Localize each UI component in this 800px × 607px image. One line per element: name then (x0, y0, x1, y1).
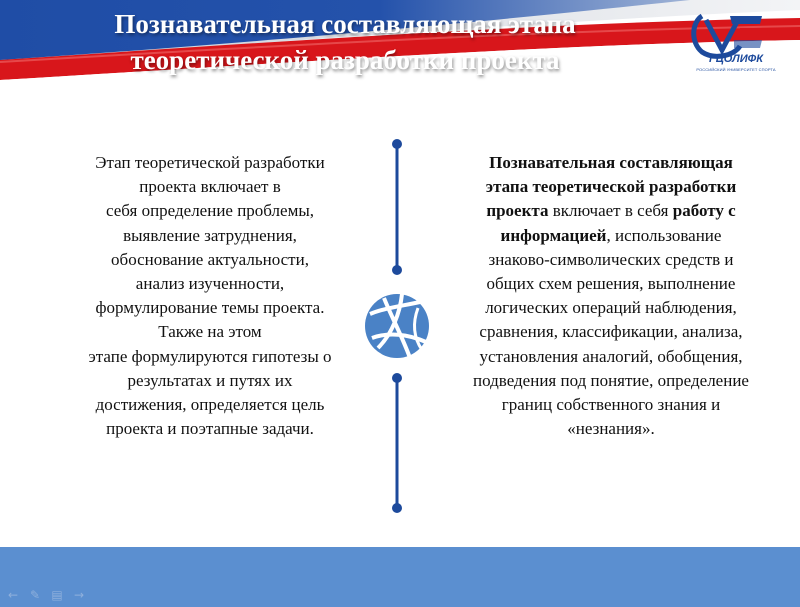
page-title-line2: теоретической разработки проекта (130, 45, 560, 75)
text-line: выявление затруднения, (123, 225, 297, 245)
logo-subtext: РОССИЙСКИЙ УНИВЕРСИТЕТ СПОРТА (696, 67, 776, 72)
back-arrow-icon[interactable]: ← (7, 588, 19, 602)
text-line: знаково-символических средств и (488, 249, 734, 269)
text-line: подведения под понятие, определение (473, 370, 749, 390)
text-line: установления аналогий, обобщения, (479, 346, 743, 366)
page-title-line1: Познавательная составляющая этапа (114, 9, 576, 39)
slide-footer (0, 547, 800, 587)
right-text-block (441, 151, 781, 441)
text-line: анализ изученности, (135, 274, 285, 294)
logo-text: ГЦОЛИФК (708, 53, 763, 65)
text-line: этапе формулируются гипотезы о (88, 346, 332, 366)
text-line: Также на этом (158, 322, 262, 342)
text-line: общих схем решения, выполнение (486, 274, 736, 294)
text-line: обоснование актуальности, (111, 249, 309, 269)
left-text-block (60, 151, 360, 441)
university-logo-icon (682, 6, 792, 90)
text-line: этапа теоретической разработки (485, 177, 737, 197)
slides-icon[interactable]: ▤ (51, 588, 63, 602)
text-line: границ собственного знания и (501, 395, 721, 415)
slide-footer-bar (0, 587, 800, 607)
text-line: Познавательная составляющая (489, 153, 733, 172)
text-line: сравнения, классификации, анализа, (479, 322, 743, 342)
slideshow-nav (4, 588, 88, 602)
text-line: проекта включает в себя работу с (486, 201, 736, 221)
page-title (0, 6, 690, 78)
text-line: формулирование темы проекта. (95, 298, 325, 318)
text-line: информацией, использование (500, 225, 722, 245)
forward-arrow-icon[interactable]: → (73, 588, 85, 602)
text-line: «незнания». (567, 419, 655, 439)
text-line: себя определение проблемы, (105, 201, 314, 221)
text-line: проекта и поэтапные задачи. (106, 419, 314, 439)
text-line: проекта включает в (139, 177, 281, 197)
text-line: достижения, определяется цель (95, 395, 325, 415)
text-line: результатах и путях их (127, 370, 293, 390)
text-line: Этап теоретической разработки (95, 153, 325, 172)
text-line: логических операций наблюдения, (485, 298, 737, 318)
slide-header (0, 0, 800, 96)
network-globe-icon (365, 294, 429, 358)
pen-icon[interactable]: ✎ (29, 588, 41, 602)
center-divider (362, 138, 432, 518)
